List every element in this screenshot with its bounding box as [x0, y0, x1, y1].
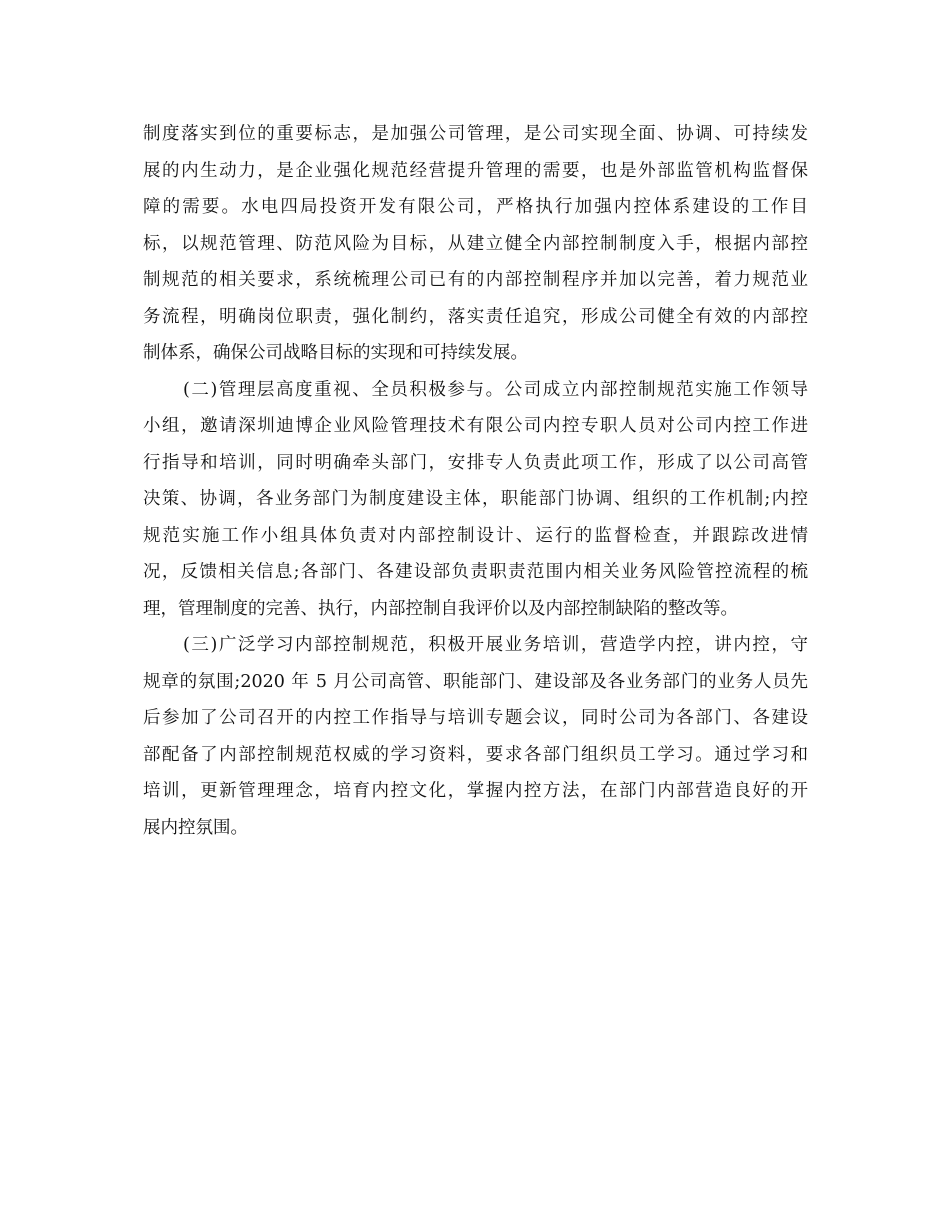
text-line-first: (三)广泛学习内部控制规范，积极开展业务培训，营造学内控，讲内控，守	[183, 635, 808, 655]
paragraph-1	[143, 116, 808, 372]
text-line: 规范实施工作小组具体负责对内部控制设计、运行的监督检查，并跟踪改进情	[143, 525, 808, 546]
text-line: 部配备了内部控制规范权威的学习资料，要求各部门组织员工学习。通过学习和	[143, 744, 808, 765]
text-line: 决策、协调，各业务部门为制度建设主体，职能部门协调、组织的工作机制;内控	[143, 489, 808, 509]
text-line: 后参加了公司召开的内控工作指导与培训专题会议，同时公司为各部门、各建设	[143, 708, 808, 728]
text-line-first: (二)管理层高度重视、全员积极参与。公司成立内部控制规范实施工作领导	[183, 379, 808, 400]
text-line: 标，以规范管理、防范风险为目标，从建立健全内部控制制度入手，根据内部控	[143, 233, 808, 254]
text-line: 制度落实到位的重要标志，是加强公司管理，是公司实现全面、协调、可持续发	[143, 124, 808, 144]
text-line-last: 理，管理制度的完善、执行，内部控制自我评价以及内部控制缺陷的整改等。	[143, 598, 738, 619]
paragraph-2	[143, 372, 808, 628]
text-line: 况，反馈相关信息;各部门、各建设部负责职责范围内相关业务风险管控流程的梳	[143, 562, 808, 582]
text-line: 小组，邀请深圳迪博企业风险管理技术有限公司内控专职人员对公司内控工作进	[143, 416, 808, 436]
text-line: 培训，更新管理理念，培育内控文化，掌握内控方法，在部门内部营造良好的开	[143, 781, 808, 801]
document-body	[143, 116, 808, 846]
text-line: 行指导和培训，同时明确牵头部门，安排专人负责此项工作，形成了以公司高管	[143, 452, 808, 473]
text-line: 制规范的相关要求，系统梳理公司已有的内部控制程序并加以完善，着力规范业	[143, 270, 808, 290]
text-line: 务流程，明确岗位职责，强化制约，落实责任追究，形成公司健全有效的内部控	[143, 306, 808, 327]
text-line-last: 制体系，确保公司战略目标的实现和可持续发展。	[143, 343, 528, 363]
text-line: 规章的氛围;2020 年 5 月公司高管、职能部门、建设部及各业务部门的业务人员先	[143, 671, 808, 692]
paragraph-3	[143, 627, 808, 846]
text-line-last: 展内控氛围。	[143, 817, 248, 838]
text-line: 展的内生动力，是企业强化规范经营提升管理的需要，也是外部监管机构监督保	[143, 160, 808, 181]
text-line: 障的需要。水电四局投资开发有限公司，严格执行加强内控体系建设的工作目	[143, 197, 808, 217]
